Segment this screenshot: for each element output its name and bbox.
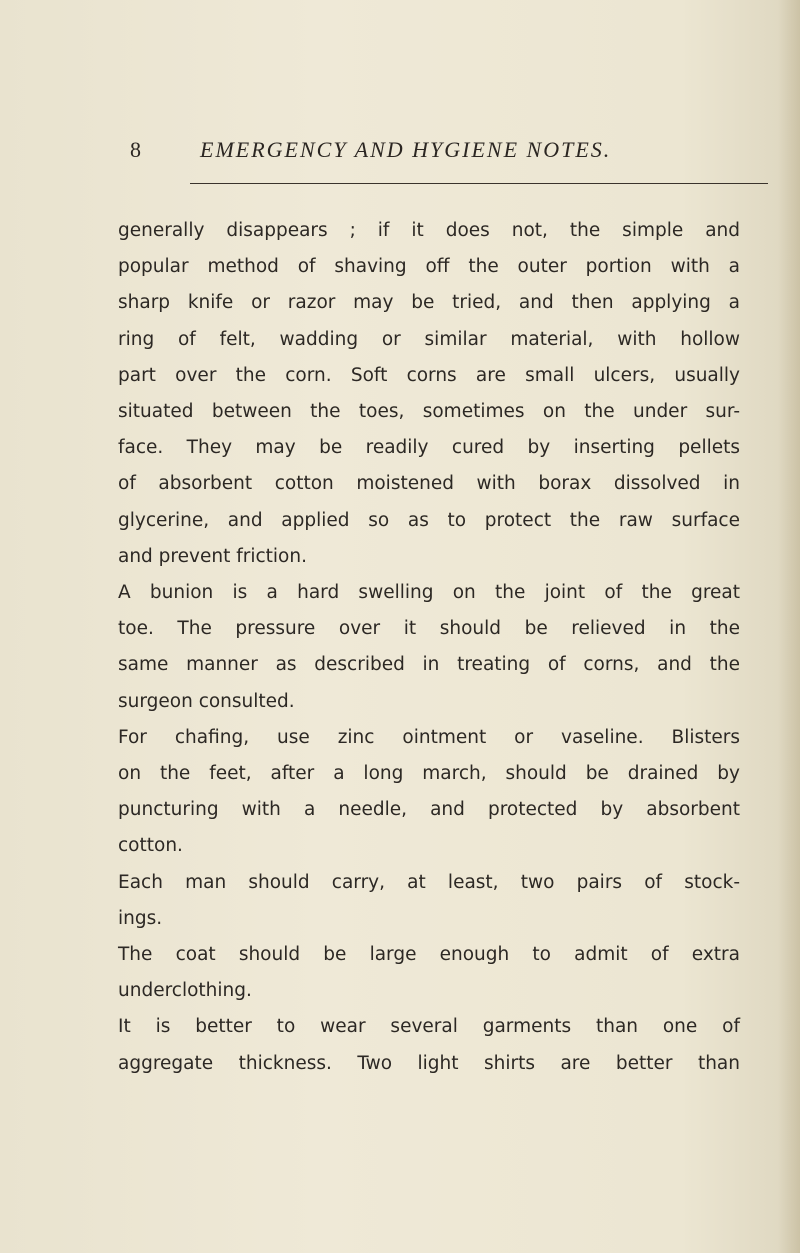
running-head: EMERGENCY AND HYGIENE NOTES. <box>200 137 612 162</box>
text-line: puncturing with a needle, and protected by absorbent <box>118 799 740 821</box>
text-line: aggregate thickness. Two light shirts are better than <box>118 1052 740 1074</box>
text-line: cotton. <box>118 835 183 857</box>
text-line: surgeon consulted. <box>118 690 295 712</box>
text-line: generally disappears ; if it does not, the simple and <box>118 220 740 241</box>
text-line: of absorbent cotton moistened with borax dissolved in <box>118 473 740 495</box>
text-line: same manner as described in treating of corns, and the <box>118 654 740 676</box>
text-line: For chafing, use zinc ointment or vaseline. Blisters <box>118 726 740 748</box>
paragraph-4 <box>118 865 740 937</box>
paragraph-1 <box>118 213 740 575</box>
text-line: Each man should carry, at least, two pairs of stock- <box>118 871 740 893</box>
text-line: It is better to wear several garments than one of <box>118 1016 740 1038</box>
paragraph-5 <box>118 937 740 1009</box>
page-edge-shadow <box>778 0 800 1253</box>
text-line: sharp knife or razor may be tried, and then applying a <box>118 292 740 314</box>
body-text <box>118 213 740 1082</box>
text-line: and prevent friction. <box>118 545 307 567</box>
paragraph-2 <box>118 575 740 720</box>
paragraph-3 <box>118 720 740 865</box>
page-number: 8 <box>130 137 141 162</box>
header-rule <box>190 183 768 184</box>
text-line: popular method of shaving off the outer portion with a <box>118 256 740 278</box>
paragraph-6 <box>118 1009 740 1081</box>
text-line: toe. The pressure over it should be relieved in the <box>118 618 740 640</box>
text-line: face. They may be readily cured by inserting pellets <box>118 437 740 459</box>
page-header <box>130 133 770 167</box>
text-line: ring of felt, wadding or similar material, with hollow <box>118 328 740 350</box>
text-line: part over the corn. Soft corns are small ulcers, usually <box>118 364 740 386</box>
text-line: underclothing. <box>118 980 252 1002</box>
text-line: The coat should be large enough to admit of extra <box>118 944 740 966</box>
text-line: on the feet, after a long march, should be drained by <box>118 763 740 785</box>
text-line: A bunion is a hard swelling on the joint of the great <box>118 582 740 604</box>
text-line: glycerine, and applied so as to protect the raw surface <box>118 509 740 531</box>
text-line: ings. <box>118 907 163 929</box>
text-line: situated between the toes, sometimes on the under sur- <box>118 401 740 423</box>
